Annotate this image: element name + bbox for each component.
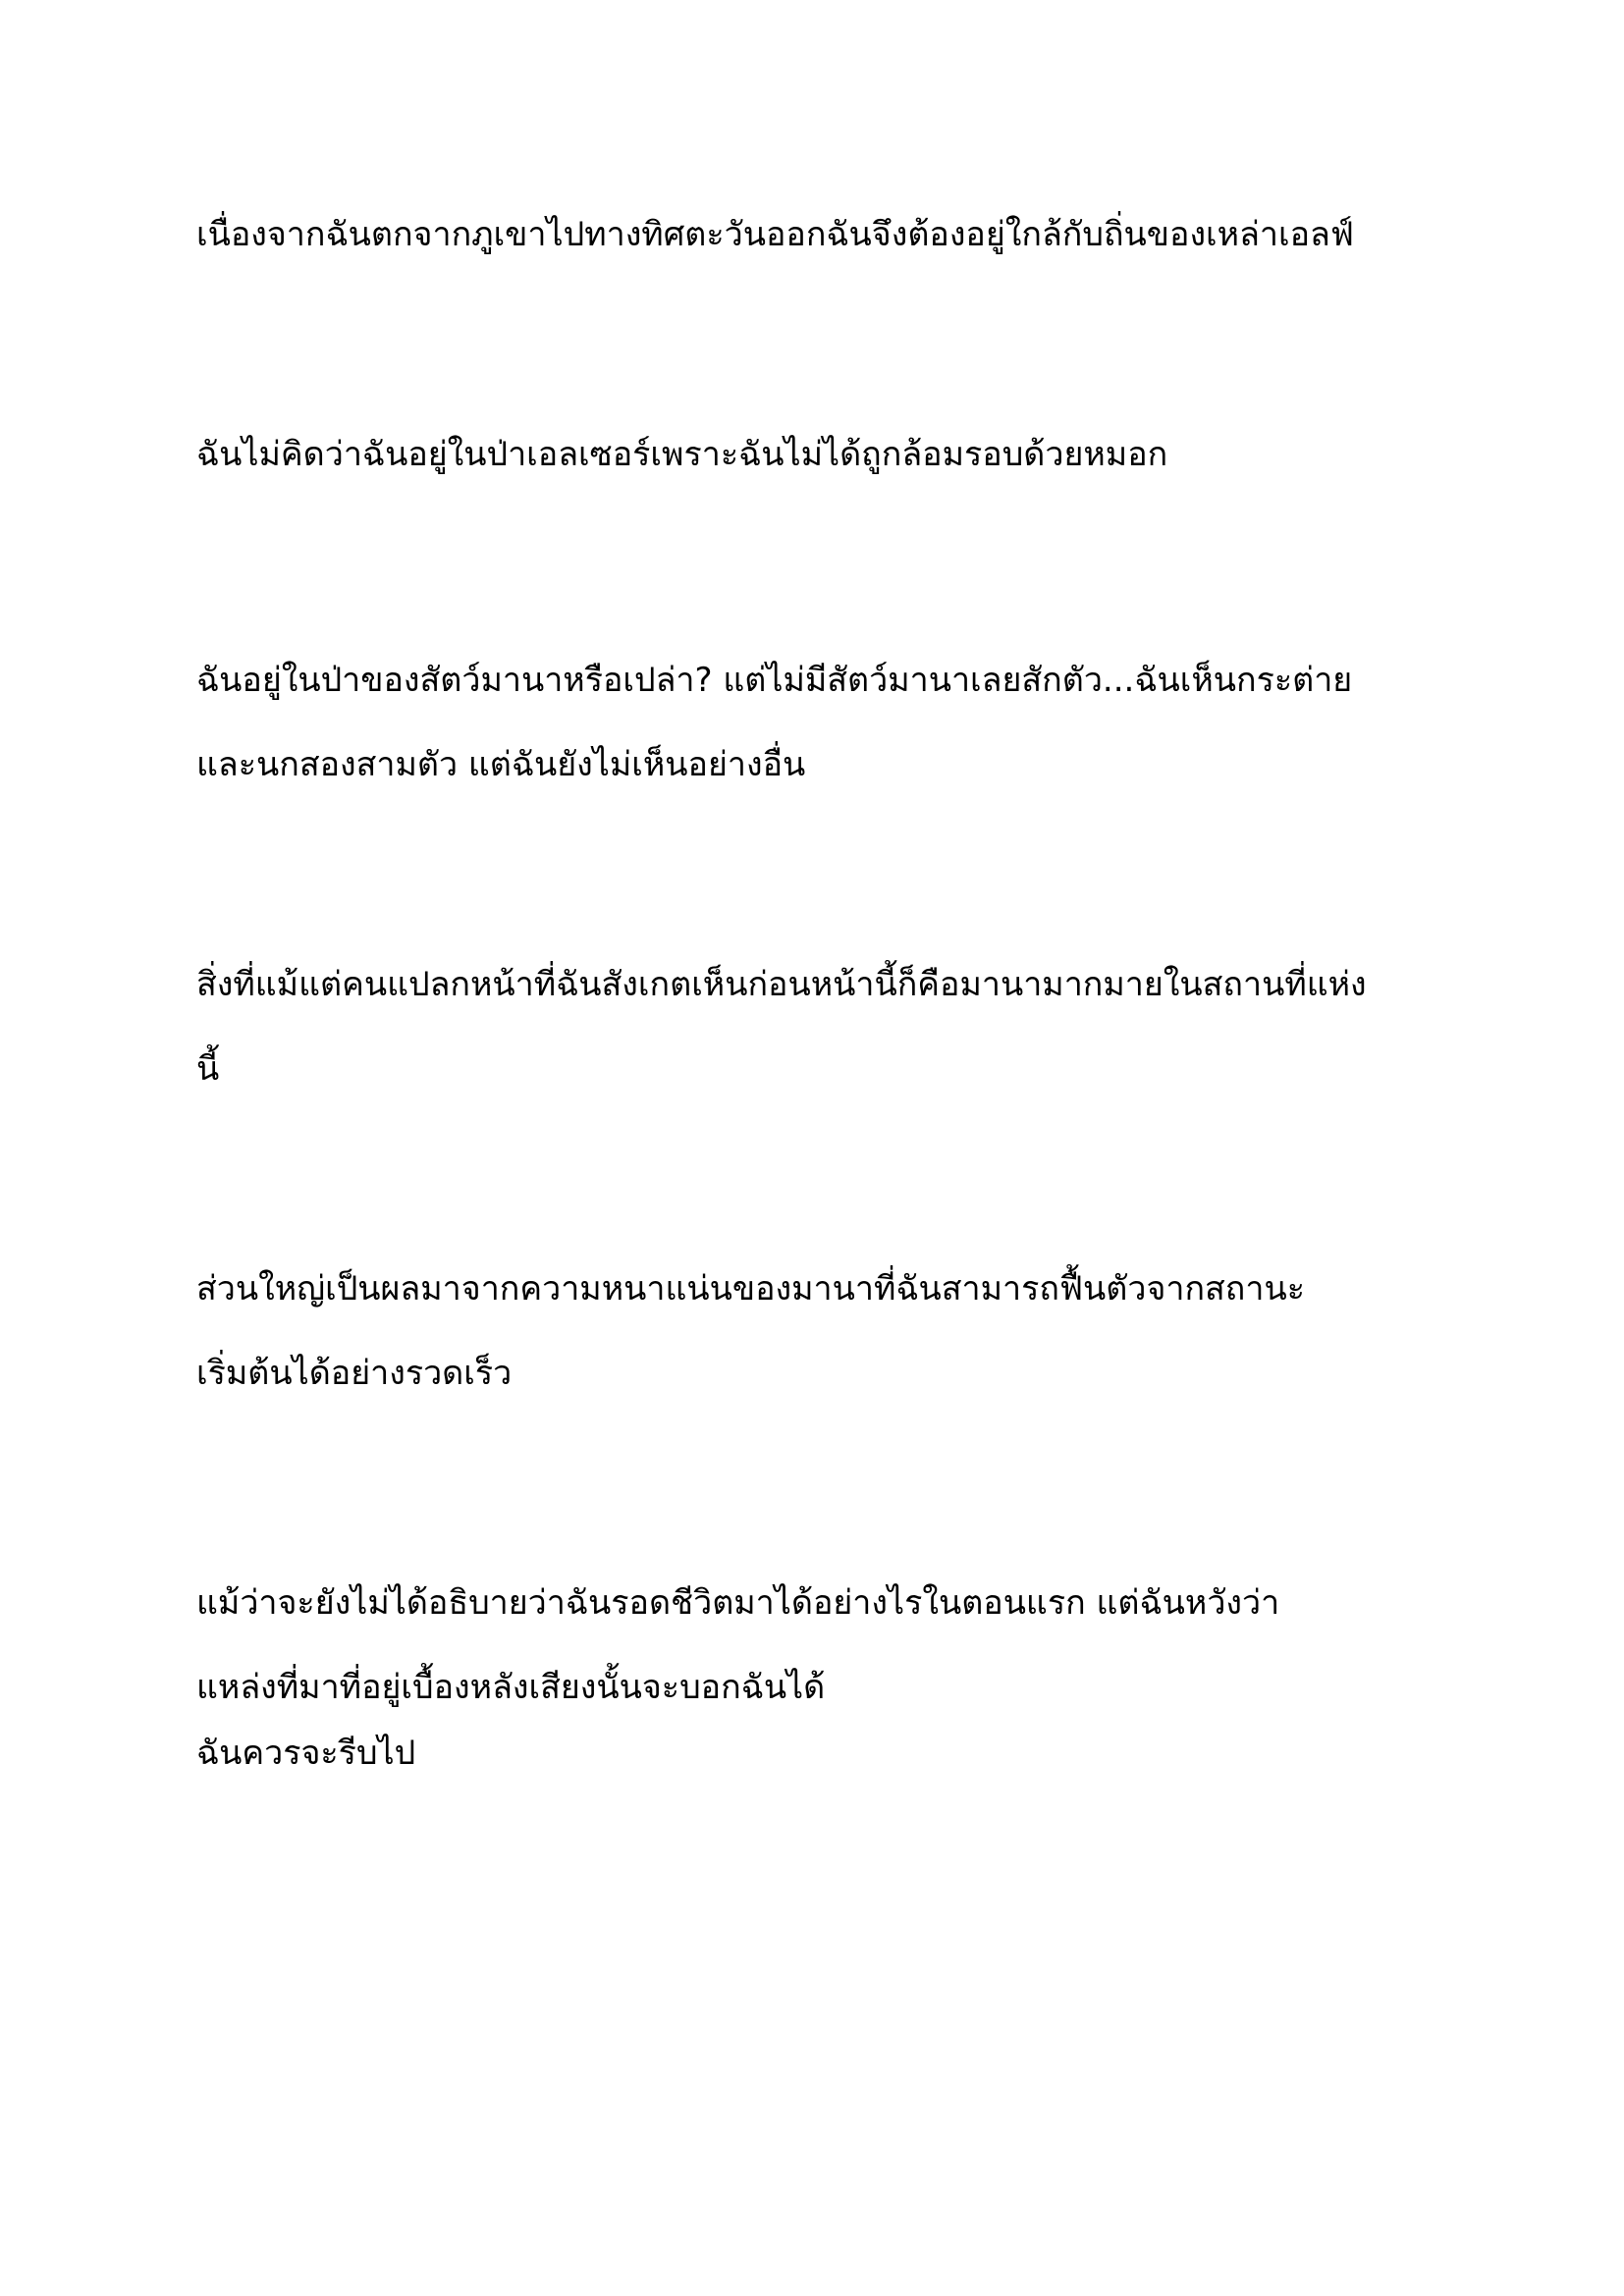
paragraph-3 [196,638,1434,807]
paragraph-line: ฉันไม่คิดว่าฉันอยู่ในป่าเอลเซอร์เพราะฉันไม่ได้ถูกล้อมรอบด้วยหมอก [196,435,1168,474]
paragraph-6 [196,1561,1434,1730]
paragraph-line: เนื่องจากฉันตกจากภูเขาไปทางทิศตะวันออกฉันจึงต้องอยู่ใกล้กับถิ่นของเหล่าเอลฟ์ [196,215,1354,254]
paragraph-line: แหล่งที่มาที่อยู่เบื้องหลังเสียงนั้นจะบอกฉันได้ [196,1668,826,1707]
paragraph-2 [196,412,1434,497]
paragraph-line: เริ่มต้นได้อย่างรวดเร็ว [196,1354,513,1393]
paragraph-line: ส่วนใหญ่เป็นผลมาจากความหนาแน่นของมานาที่ฉันสามารถฟื้นตัวจากสถานะ [196,1269,1305,1308]
paragraph-4 [196,942,1434,1111]
paragraph-5 [196,1247,1434,1415]
paragraph-line: แม้ว่าจะยังไม่ได้อธิบายว่าฉันรอดชีวิตมาได้อย่างไรในตอนแรก แต่ฉันหวังว่า [196,1583,1280,1623]
paragraph-line: และนกสองสามตัว แต่ฉันยังไม่เห็นอย่างอื่น [196,745,806,784]
paragraph-1 [196,192,1434,277]
paragraph-line: สิ่งที่แม้แต่คนแปลกหน้าที่ฉันสังเกตเห็นก่อนหน้านี้ก็คือมานามากมายในสถานที่แห่ง [196,965,1367,1004]
paragraph-line: ฉันควรจะรีบไป [196,1734,416,1773]
paragraph-line: ฉันอยู่ในป่าของสัตว์มานาหรือเปล่า? แต่ไม่มีสัตว์มานาเลยสักตัว...ฉันเห็นกระต่าย [196,661,1353,700]
paragraph-line: นี้ [196,1049,220,1089]
paragraph-7 [196,1711,1434,1795]
